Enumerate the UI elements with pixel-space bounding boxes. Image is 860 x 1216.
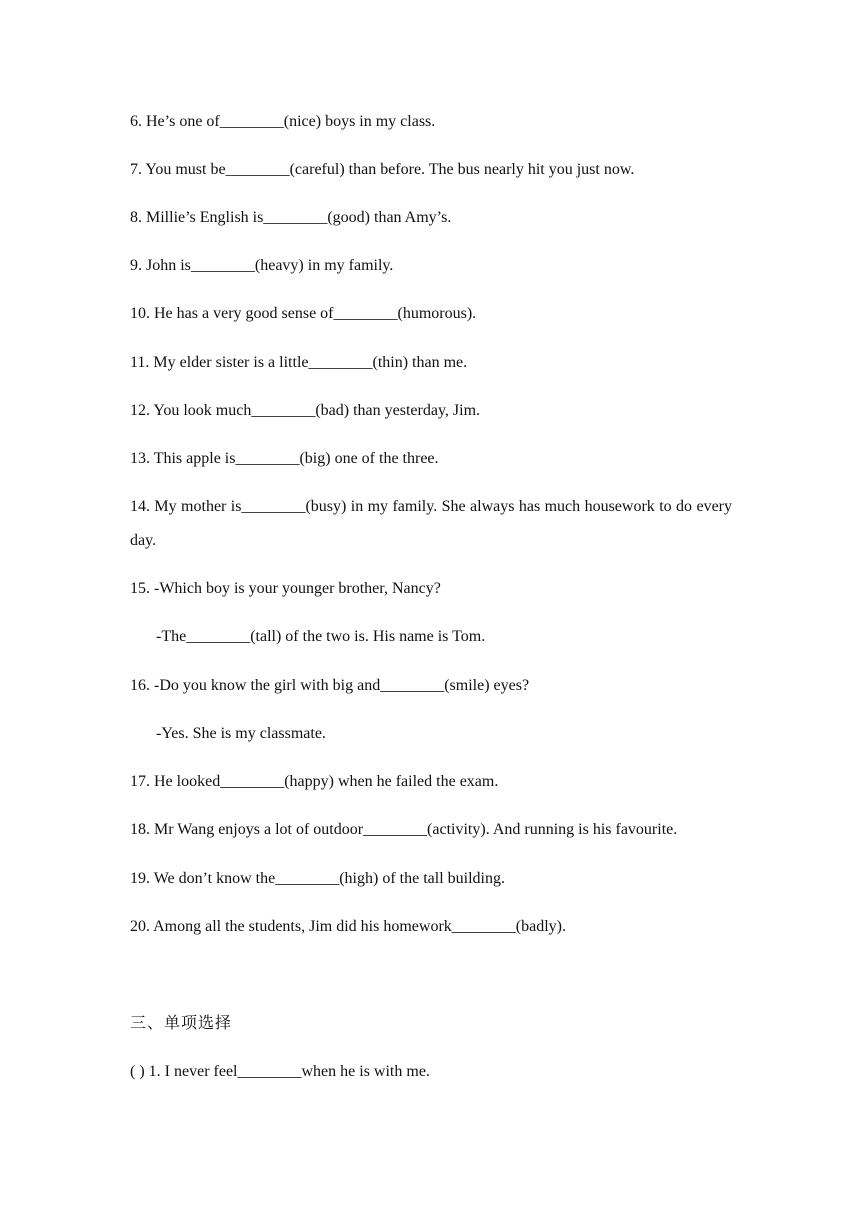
question-15-answer: -The________(tall) of the two is. His name is Tom. [156,628,486,645]
question-17: 17. He looked________(happy) when he failed the exam. [130,773,499,790]
question-8: 8. Millie’s English is________(good) than Amy’s. [130,209,452,226]
question-12: 12. You look much________(bad) than yesterday, Jim. [130,402,481,419]
question-19: 19. We don’t know the________(high) of the tall building. [130,870,505,887]
question-7: 7. You must be________(careful) than before. The bus nearly hit you just now. [130,161,635,178]
question-14: 14. My mother is________(busy) in my family. She always has much housework to do every day. [130,498,732,549]
question-15: 15. -Which boy is your younger brother, Nancy? [130,580,441,597]
question-11: 11. My elder sister is a little________(thin) than me. [130,354,468,371]
question-10: 10. He has a very good sense of________(humorous). [130,305,477,322]
question-9: 9. John is________(heavy) in my family. [130,257,394,274]
question-16: 16. -Do you know the girl with big and________(smile) eyes? [130,677,530,694]
question-6: 6. He’s one of________(nice) boys in my class. [130,113,436,130]
question-20: 20. Among all the students, Jim did his homework________(badly). [130,918,566,935]
question-18: 18. Mr Wang enjoys a lot of outdoor________(activity). And running is his favourite. [130,821,678,838]
question-16-answer: -Yes. She is my classmate. [156,725,326,742]
choice-question-1: ( ) 1. I never feel________when he is with me. [130,1063,430,1080]
section-heading: 三、单项选择 [130,1013,233,1032]
question-13: 13. This apple is________(big) one of the three. [130,450,439,467]
